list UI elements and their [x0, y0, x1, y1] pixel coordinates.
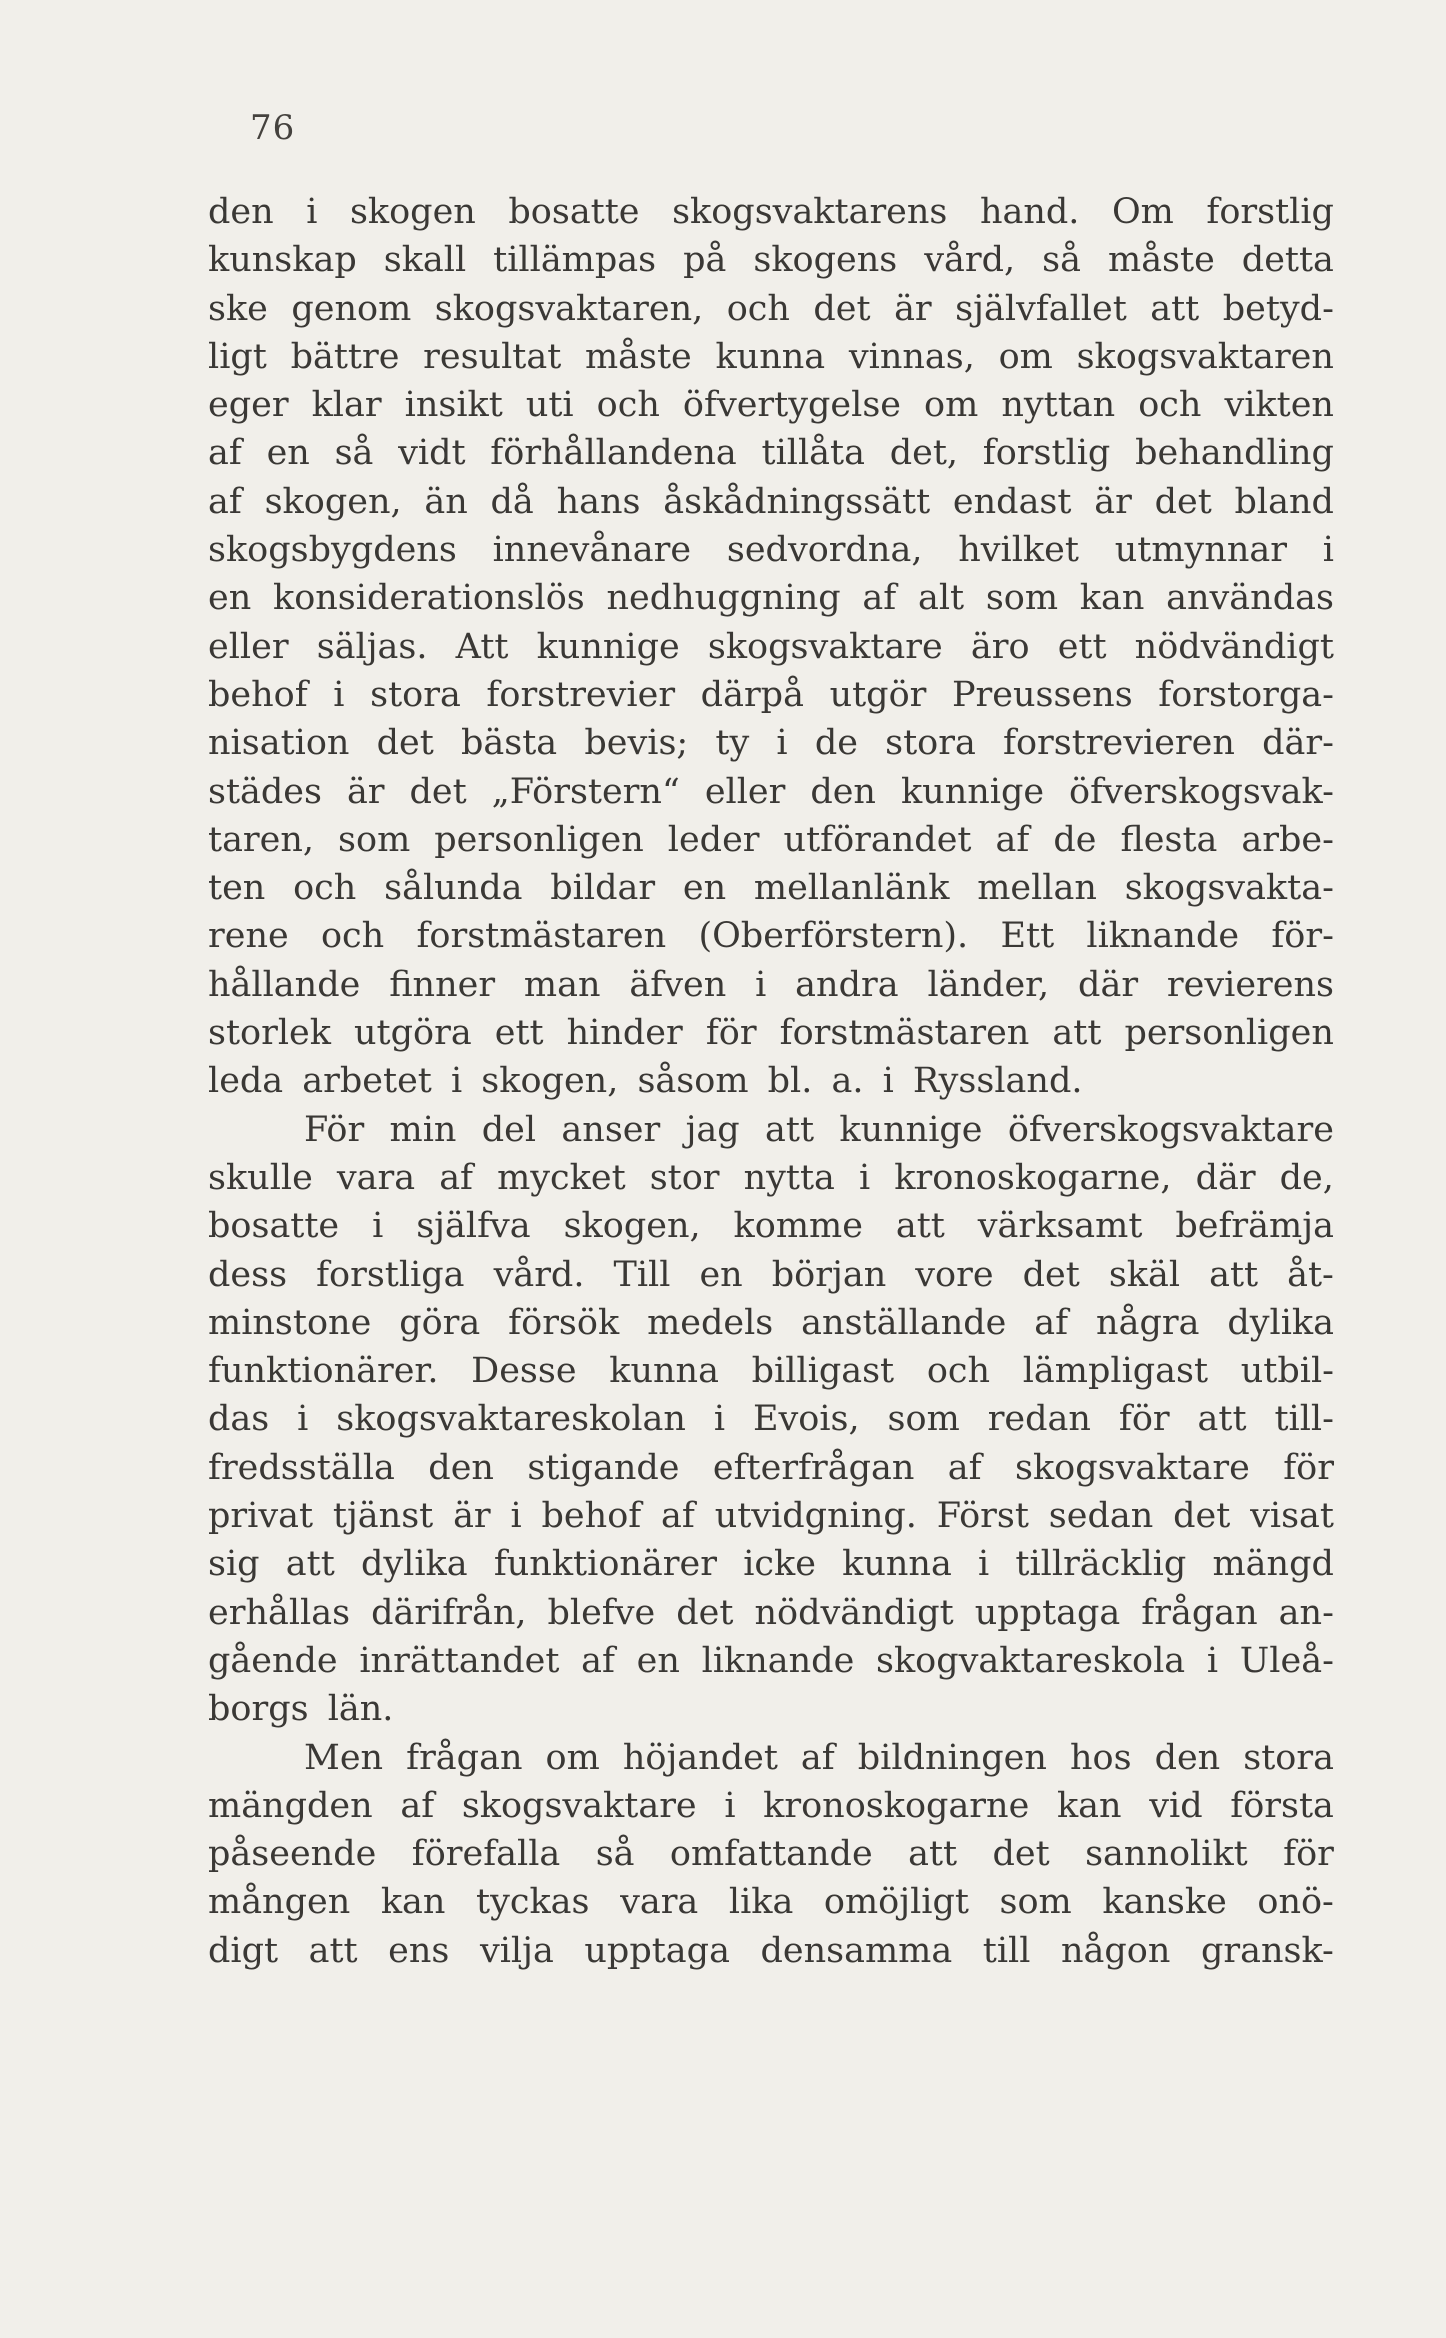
- text-line: af en så vidt förhållandena tillåta det, forstlig behandling: [208, 433, 1334, 474]
- text-line: storlek utgöra ett hinder för forstmästaren att personligen: [208, 1013, 1334, 1054]
- text-line: leda arbetet i skogen, såsom bl. a. i Ryssland.: [208, 1061, 1083, 1102]
- page-number: 76: [250, 108, 296, 148]
- text-line: minstone göra försök medels anställande af några dylika: [208, 1302, 1334, 1343]
- text-line: Men frågan om höjandet af bildningen hos den stora: [304, 1737, 1334, 1778]
- text-line: erhållas därifrån, blefve det nödvändigt upptaga frågan an-: [208, 1592, 1334, 1633]
- text-line: behof i stora forstrevier därpå utgör Preussens forstorga-: [208, 674, 1334, 715]
- text-line: nisation det bästa bevis; ty i de stora forstrevieren där-: [208, 723, 1334, 764]
- text-line: en konsiderationslös nedhuggning af alt som kan användas: [208, 578, 1334, 619]
- text-line: påseende förefalla så omfattande att det sannolikt för: [208, 1834, 1334, 1875]
- text-line: eller säljas. Att kunnige skogsvaktare äro ett nödvändigt: [208, 626, 1334, 667]
- text-line: För min del anser jag att kunnige öfverskogsvaktare: [304, 1109, 1334, 1150]
- text-line: borgs län.: [208, 1689, 394, 1730]
- text-line: rene och forstmästaren (Oberförstern). Ett liknande för-: [208, 916, 1334, 957]
- text-line: hållande finner man äfven i andra länder, där revierens: [208, 964, 1334, 1005]
- text-line: sig att dylika funktionärer icke kunna i tillräcklig mängd: [208, 1544, 1334, 1585]
- text-line: bosatte i själfva skogen, komme att värksamt befrämja: [208, 1206, 1334, 1247]
- text-line: ske genom skogsvaktaren, och det är självfallet att betyd-: [208, 288, 1334, 329]
- text-line: eger klar insikt uti och öfvertygelse om nyttan och vikten: [208, 385, 1334, 426]
- text-line: privat tjänst är i behof af utvidgning. Först sedan det visat: [208, 1496, 1334, 1537]
- text-line: das i skogsvaktareskolan i Evois, som redan för att till-: [208, 1399, 1334, 1440]
- text-line: taren, som personligen leder utförandet af de flesta arbe-: [208, 819, 1334, 860]
- text-line: af skogen, än då hans åskådningssätt endast är det bland: [208, 481, 1334, 522]
- text-line: mången kan tyckas vara lika omöjligt som kanske onö-: [208, 1882, 1334, 1923]
- text-line: städes är det „Förstern“ eller den kunnige öfverskogsvak-: [208, 771, 1334, 812]
- body-text: [208, 188, 1334, 1975]
- text-line: mängden af skogsvaktare i kronoskogarne kan vid första: [208, 1785, 1334, 1826]
- text-line: ten och sålunda bildar en mellanlänk mellan skogsvakta-: [208, 868, 1334, 909]
- text-line: gående inrättandet af en liknande skogvaktareskola i Uleå-: [208, 1640, 1334, 1681]
- text-line: fredsställa den stigande efterfrågan af skogsvaktare för: [208, 1447, 1334, 1488]
- text-line: den i skogen bosatte skogsvaktarens hand. Om forstlig: [208, 192, 1334, 232]
- text-line: skulle vara af mycket stor nytta i kronoskogarne, där de,: [208, 1157, 1334, 1198]
- text-line: skogsbygdens innevånare sedvordna, hvilket utmynnar i: [208, 530, 1334, 571]
- text-line: funktionärer. Desse kunna billigast och lämpligast utbil-: [208, 1351, 1334, 1392]
- text-line: digt att ens vilja upptaga densamma till någon gransk-: [208, 1930, 1334, 1971]
- text-line: kunskap skall tillämpas på skogens vård, så måste detta: [208, 240, 1334, 281]
- text-line: dess forstliga vård. Till en början vore det skäl att åt-: [208, 1254, 1334, 1295]
- text-line: ligt bättre resultat måste kunna vinnas, om skogsvaktaren: [208, 336, 1334, 377]
